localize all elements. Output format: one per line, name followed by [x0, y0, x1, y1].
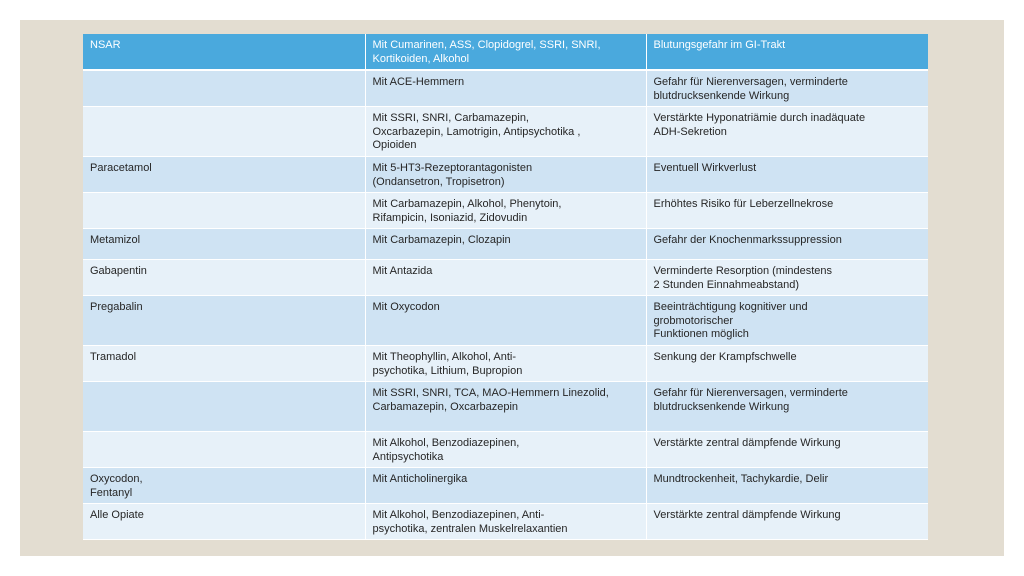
effect-cell: Verstärkte zentral dämpfende Wirkung: [646, 504, 928, 540]
effect-cell: Senkung der Krampfschwelle: [646, 346, 928, 382]
header-cell-combination: Mit Cumarinen, ASS, Clopidogrel, SSRI, SNRI, Kortikoiden, Alkohol: [365, 34, 646, 70]
table-row: [83, 157, 928, 193]
table-row: [83, 346, 928, 382]
drug-cell: Tramadol: [83, 346, 365, 382]
effect-cell: Verstärkte Hyponatriämie durch inadäquate ADH-Sekretion: [646, 107, 928, 157]
header-cell-drug: NSAR: [83, 34, 365, 70]
combination-cell: Mit SSRI, SNRI, Carbamazepin, Oxcarbazepin, Lamotrigin, Antipsychotika , Opioiden: [365, 107, 646, 157]
effect-cell: Gefahr der Knochenmarkssuppression: [646, 229, 928, 260]
table-row: [83, 432, 928, 468]
drug-cell: [83, 432, 365, 468]
interaction-table-container: [83, 34, 928, 540]
drug-cell: Paracetamol: [83, 157, 365, 193]
drug-cell: Metamizol: [83, 229, 365, 260]
effect-cell: Erhöhtes Risiko für Leberzellnekrose: [646, 193, 928, 229]
combination-cell: Mit Carbamazepin, Clozapin: [365, 229, 646, 260]
effect-cell: Verminderte Resorption (mindestens 2 Stunden Einnahmeabstand): [646, 260, 928, 296]
table-row: [83, 193, 928, 229]
effect-cell: Beeinträchtigung kognitiver und grobmotorischer Funktionen möglich: [646, 296, 928, 346]
table-row: [83, 70, 928, 107]
effect-cell: Eventuell Wirkverlust: [646, 157, 928, 193]
table-row: [83, 504, 928, 540]
effect-cell: Mundtrockenheit, Tachykardie, Delir: [646, 468, 928, 504]
table-row: [83, 260, 928, 296]
drug-cell: Pregabalin: [83, 296, 365, 346]
combination-cell: Mit 5-HT3-Rezeptorantagonisten (Ondansetron, Tropisetron): [365, 157, 646, 193]
drug-cell: Alle Opiate: [83, 504, 365, 540]
combination-cell: Mit Alkohol, Benzodiazepinen, Anti- psychotika, zentralen Muskelrelaxantien: [365, 504, 646, 540]
combination-cell: Mit Alkohol, Benzodiazepinen, Antipsychotika: [365, 432, 646, 468]
table-row: [83, 296, 928, 346]
combination-cell: Mit Theophyllin, Alkohol, Anti- psychotika, Lithium, Bupropion: [365, 346, 646, 382]
table-row: [83, 468, 928, 504]
drug-cell: Oxycodon, Fentanyl: [83, 468, 365, 504]
combination-cell: Mit Antazida: [365, 260, 646, 296]
combination-cell: Mit SSRI, SNRI, TCA, MAO-Hemmern Linezolid, Carbamazepin, Oxcarbazepin: [365, 382, 646, 432]
effect-cell: Gefahr für Nierenversagen, verminderte blutdrucksenkende Wirkung: [646, 70, 928, 107]
combination-cell: Mit Anticholinergika: [365, 468, 646, 504]
drug-interaction-table: [83, 34, 928, 540]
combination-cell: Mit ACE-Hemmern: [365, 70, 646, 107]
table-row: [83, 229, 928, 260]
drug-cell: [83, 382, 365, 432]
drug-cell: [83, 107, 365, 157]
combination-cell: Mit Oxycodon: [365, 296, 646, 346]
header-cell-effect: Blutungsgefahr im GI-Trakt: [646, 34, 928, 70]
table-row: [83, 107, 928, 157]
table-row: [83, 382, 928, 432]
effect-cell: Verstärkte zentral dämpfende Wirkung: [646, 432, 928, 468]
drug-cell: [83, 193, 365, 229]
table-header-row: [83, 34, 928, 70]
drug-cell: Gabapentin: [83, 260, 365, 296]
combination-cell: Mit Carbamazepin, Alkohol, Phenytoin, Rifampicin, Isoniazid, Zidovudin: [365, 193, 646, 229]
drug-cell: [83, 70, 365, 107]
effect-cell: Gefahr für Nierenversagen, verminderte blutdrucksenkende Wirkung: [646, 382, 928, 432]
